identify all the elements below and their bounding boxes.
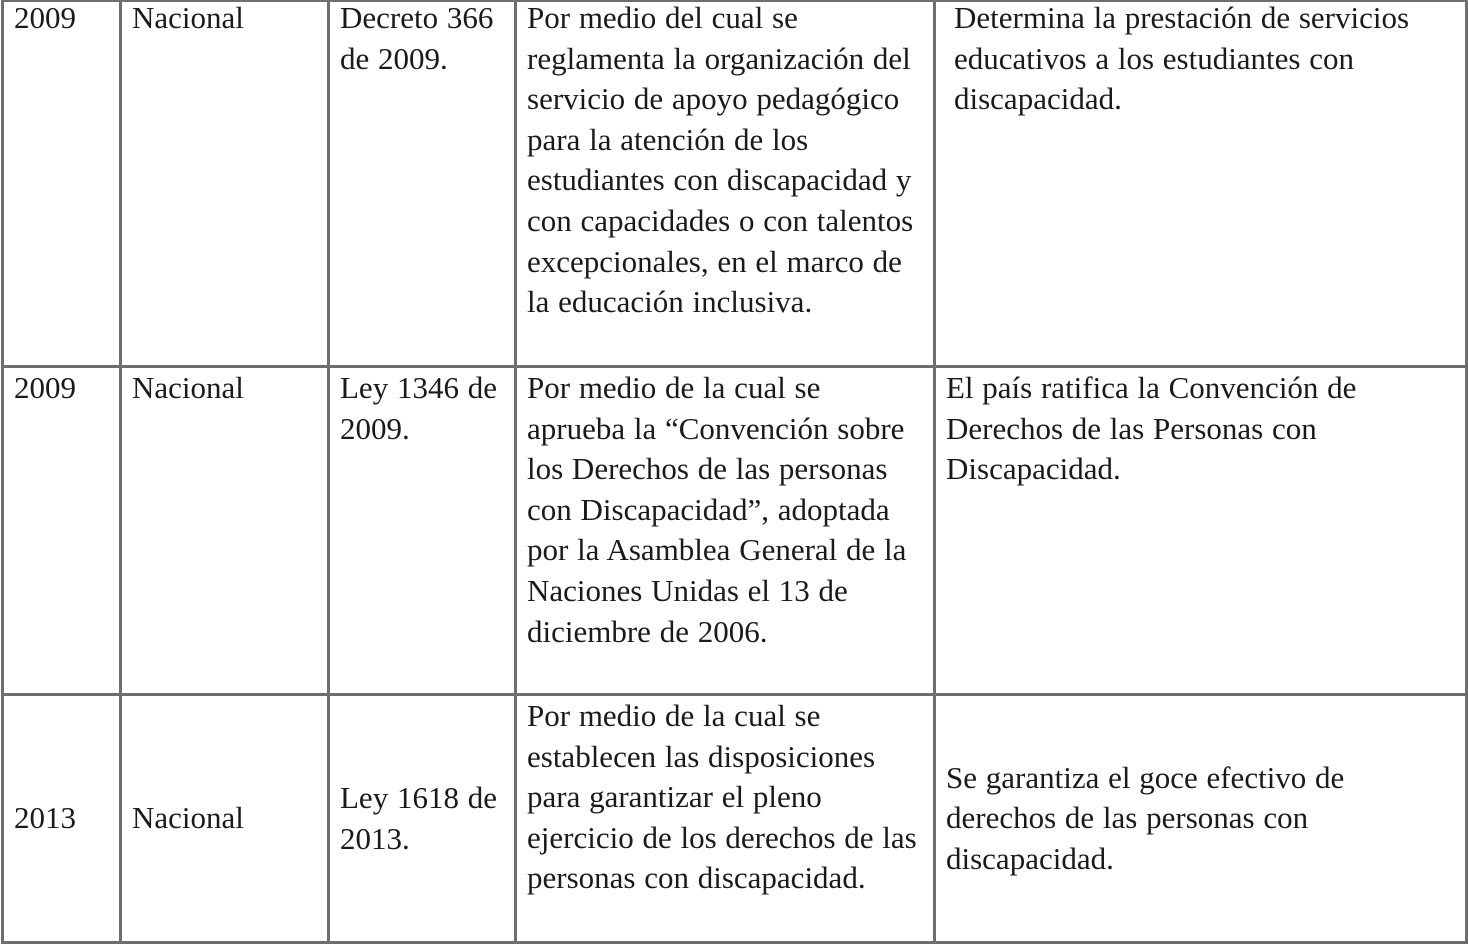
norm-cell: Decreto 366 de 2009. (329, 1, 516, 367)
note-cell: El país ratifica la Convención de Derechos de las Personas con Discapacidad. (935, 367, 1467, 695)
table-row (3, 1, 1467, 367)
scope-cell: Nacional (121, 1, 329, 367)
description-cell: Por medio de la cual se establecen las disposiciones para garantizar el pleno ejercicio de los derechos de las personas con discapacidad. (516, 695, 935, 943)
description-cell: Por medio de la cual se aprueba la “Convención sobre los Derechos de las personas con Discapacidad”, adoptada por la Asamblea General de la Naciones Unidas el 13 de diciembre de 2006. (516, 367, 935, 695)
note-cell: Se garantiza el goce efectivo de derechos de las personas con discapacidad. (935, 695, 1467, 943)
note-cell: Determina la prestación de servicios educativos a los estudiantes con discapacidad. (935, 1, 1467, 367)
table-row (3, 695, 1467, 943)
table-row (3, 367, 1467, 695)
norm-cell: Ley 1346 de 2009. (329, 367, 516, 695)
scope-cell: Nacional (121, 367, 329, 695)
year-cell: 2009 (3, 367, 121, 695)
year-cell: 2013 (3, 695, 121, 943)
year-cell: 2009 (3, 1, 121, 367)
scope-cell: Nacional (121, 695, 329, 943)
legal-norms-table (1, 0, 1468, 944)
description-cell: Por medio del cual se reglamenta la organización del servicio de apoyo pedagógico para la atención de los estudiantes con discapacidad y con capacidades o con talentos excepcionales, en el marco de la educación inclusiva. (516, 1, 935, 367)
norm-cell: Ley 1618 de 2013. (329, 695, 516, 943)
